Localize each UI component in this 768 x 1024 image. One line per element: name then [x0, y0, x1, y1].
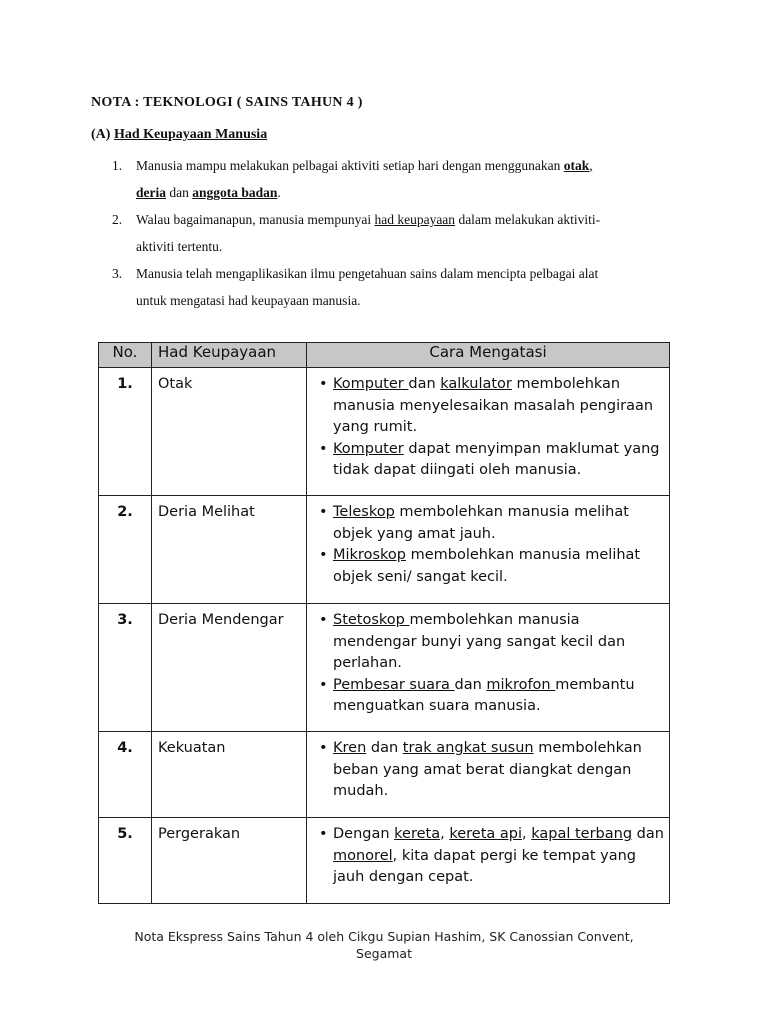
- bullet-item: [317, 374, 665, 439]
- text-span: Dengan: [333, 826, 395, 842]
- table-header-row: [99, 343, 670, 368]
- row-limitation: Deria Melihat: [152, 496, 307, 604]
- row-number: 5.: [99, 818, 152, 904]
- row-limitation: Deria Mendengar: [152, 604, 307, 732]
- text-span: Manusia telah mengaplikasikan ilmu pengetahuan sains dalam mencipta pelbagai alat: [136, 266, 599, 281]
- table-row: [99, 604, 670, 732]
- text-span: membolehkan manusia melihat objek yang amat jauh.: [333, 504, 629, 542]
- list-text: [136, 260, 672, 314]
- header-no: No.: [99, 343, 152, 368]
- underlined-term: kalkulator: [440, 376, 512, 392]
- underlined-term: mikrofon: [486, 676, 556, 693]
- keyword-deria: deria: [136, 185, 166, 200]
- intro-list: [112, 152, 672, 314]
- page-title: NOTA : TEKNOLOGI ( SAINS TAHUN 4 ): [91, 95, 363, 110]
- row-solution: [307, 604, 670, 732]
- text-span: dapat menyimpan maklumat yang tidak dapat diingati oleh manusia.: [333, 440, 660, 478]
- text-span: dan: [366, 740, 403, 756]
- table-row: [99, 496, 670, 604]
- underlined-term: Mikroskop: [333, 547, 406, 563]
- row-number: 2.: [99, 496, 152, 604]
- bullet-item: [317, 545, 665, 588]
- list-number: 3.: [112, 266, 123, 281]
- bullet-item: [317, 610, 665, 675]
- bullet-item: [317, 675, 665, 718]
- underlined-term: kapal terbang: [531, 826, 633, 842]
- section-title: Had Keupayaan Manusia: [113, 127, 268, 142]
- limitations-table: [98, 342, 670, 904]
- row-solution: [307, 368, 670, 496]
- bullet-icon: •: [319, 504, 328, 520]
- footer-line: Nota Ekspress Sains Tahun 4 oleh Cikgu Supian Hashim, SK Canossian Convent,: [134, 929, 634, 944]
- list-text: [136, 206, 672, 260]
- row-number: 3.: [99, 604, 152, 732]
- list-number: 2.: [112, 212, 123, 227]
- section-heading: [91, 127, 267, 143]
- underlined-term: kereta: [394, 826, 441, 842]
- bullet-item: [317, 738, 665, 803]
- bullet-icon: •: [319, 826, 328, 842]
- list-number: 1.: [112, 158, 123, 173]
- text-span: ,: [589, 158, 593, 173]
- text-span: untuk mengatasi had keupayaan manusia.: [136, 293, 361, 308]
- keyword-otak: otak: [563, 158, 590, 173]
- row-solution: [307, 732, 670, 818]
- table-row: [99, 368, 670, 496]
- bullet-item: [317, 502, 665, 545]
- text-span: dan: [454, 676, 487, 693]
- text-span: .: [277, 185, 281, 200]
- bullet-icon: •: [319, 740, 328, 756]
- header-had-keupayaan: Had Keupayaan: [152, 343, 307, 368]
- row-solution: [307, 818, 670, 904]
- underlined-term: Kren: [333, 740, 367, 756]
- section-prefix: (A): [91, 127, 114, 142]
- keyword-anggota-badan: anggota badan: [192, 185, 278, 200]
- row-number: 4.: [99, 732, 152, 818]
- text-span: dalam melakukan aktiviti-: [455, 212, 601, 227]
- header-cara-mengatasi: Cara Mengatasi: [307, 343, 670, 368]
- bullet-icon: •: [319, 612, 328, 628]
- row-limitation: Otak: [152, 368, 307, 496]
- underlined-term: Teleskop: [333, 504, 395, 520]
- list-item: [112, 152, 672, 206]
- underlined-term: Komputer: [333, 376, 409, 392]
- bullet-icon: •: [319, 376, 328, 392]
- bullet-item: [317, 824, 665, 889]
- keyword-had-keupayaan: had keupayaan: [374, 212, 456, 227]
- text-span: aktiviti tertentu.: [136, 239, 223, 254]
- bullet-icon: •: [319, 440, 328, 457]
- row-number: 1.: [99, 368, 152, 496]
- text-span: dan: [408, 376, 441, 392]
- text-span: membolehkan manusia mendengar bunyi yang sangat kecil dan perlahan.: [333, 612, 626, 671]
- bullet-item: [317, 439, 665, 482]
- text-span: Manusia mampu melakukan pelbagai aktiviti setiap hari dengan menggunakan: [136, 158, 564, 173]
- list-item: [112, 260, 672, 314]
- page-footer: [0, 928, 768, 962]
- text-span: , kita dapat pergi ke tempat yang jauh dengan cepat.: [333, 847, 637, 885]
- text-span: dan: [632, 826, 664, 842]
- text-span: ,: [440, 826, 450, 842]
- text-span: Walau bagaimanapun, manusia mempunyai: [136, 212, 375, 227]
- underlined-term: Pembesar suara: [333, 676, 455, 693]
- row-limitation: Pergerakan: [152, 818, 307, 904]
- list-item: [112, 206, 672, 260]
- text-span: membolehkan manusia melihat objek seni/ sangat kecil.: [333, 547, 641, 585]
- row-solution: [307, 496, 670, 604]
- text-span: membolehkan beban yang amat berat diangkat dengan mudah.: [333, 740, 642, 799]
- underlined-term: Komputer: [333, 440, 404, 457]
- table-row: [99, 818, 670, 904]
- bullet-icon: •: [319, 547, 328, 563]
- text-span: dan: [166, 185, 193, 200]
- row-limitation: Kekuatan: [152, 732, 307, 818]
- underlined-term: trak angkat susun: [402, 740, 534, 756]
- table-row: [99, 732, 670, 818]
- text-span: ,: [522, 826, 532, 842]
- text-span: membolehkan manusia menyelesaikan masalah pengiraan yang rumit.: [333, 376, 654, 435]
- underlined-term: monorel: [333, 847, 393, 864]
- bullet-icon: •: [319, 676, 328, 693]
- text-span: membantu menguatkan suara manusia.: [333, 676, 635, 714]
- footer-line: Segamat: [356, 946, 412, 961]
- underlined-term: kereta api: [449, 826, 522, 842]
- list-text: [136, 152, 672, 206]
- underlined-term: Stetoskop: [333, 612, 410, 628]
